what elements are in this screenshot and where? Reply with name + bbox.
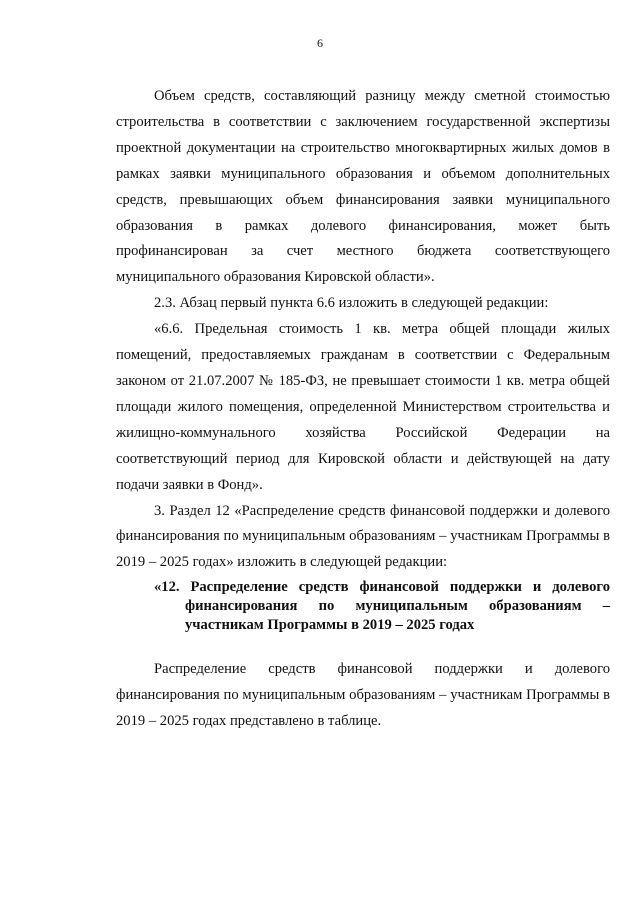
paragraph-amendment-2-3: 2.3. Абзац первый пункта 6.6 изложить в следующей редакции: xyxy=(154,295,549,312)
section-12-heading: «12. Распределение средств финансовой поддержки и долевого финансирования по муниципальным образованиям – участникам Программы в 2019 – 2025 годах xyxy=(154,579,610,634)
paragraph-funding-difference: Объем средств, составляющий разницу между сметной стоимостью строительства в соответствии с заключением государственной экспертизы проектной документации на строительство многоквартирных жилых домов в рамках заявки муниципального образования и объемом дополнительных средств, превышающих объем финансирования заявки муниципального образования в рамках долевого финансирования, может быть профинансирован за счет местного бюджета соответствующего муниципального образования Кировской области». xyxy=(116,88,610,286)
paragraph-clause-6-6: «6.6. Предельная стоимость 1 кв. метра общей площади жилых помещений, предоставляемых гражданам в соответствии с Федеральным законом от 21.07.2007 № 185-ФЗ, не превышает стоимости 1 кв. метра общей площади жилого помещения, определенной Министерством строительства и жилищно-коммунального хозяйства Российской Федерации на соответствующий период для Кировской области и действующей на дату подачи заявки в Фонд». xyxy=(116,321,610,493)
spacer xyxy=(116,645,610,657)
document-body xyxy=(116,84,610,735)
page-number: 6 xyxy=(317,36,323,50)
paragraph-amendment-3: 3. Раздел 12 «Распределение средств финансовой поддержки и долевого финансирования по муниципальным образованиям – участникам Программы в 2019 – 2025 годах» изложить в следующей редакции: xyxy=(116,502,610,571)
paragraph-distribution-table-note: Распределение средств финансовой поддержки и долевого финансирования по муниципальным образованиям – участникам Программы в 2019 – 2025 годах представлено в таблице. xyxy=(116,661,610,730)
